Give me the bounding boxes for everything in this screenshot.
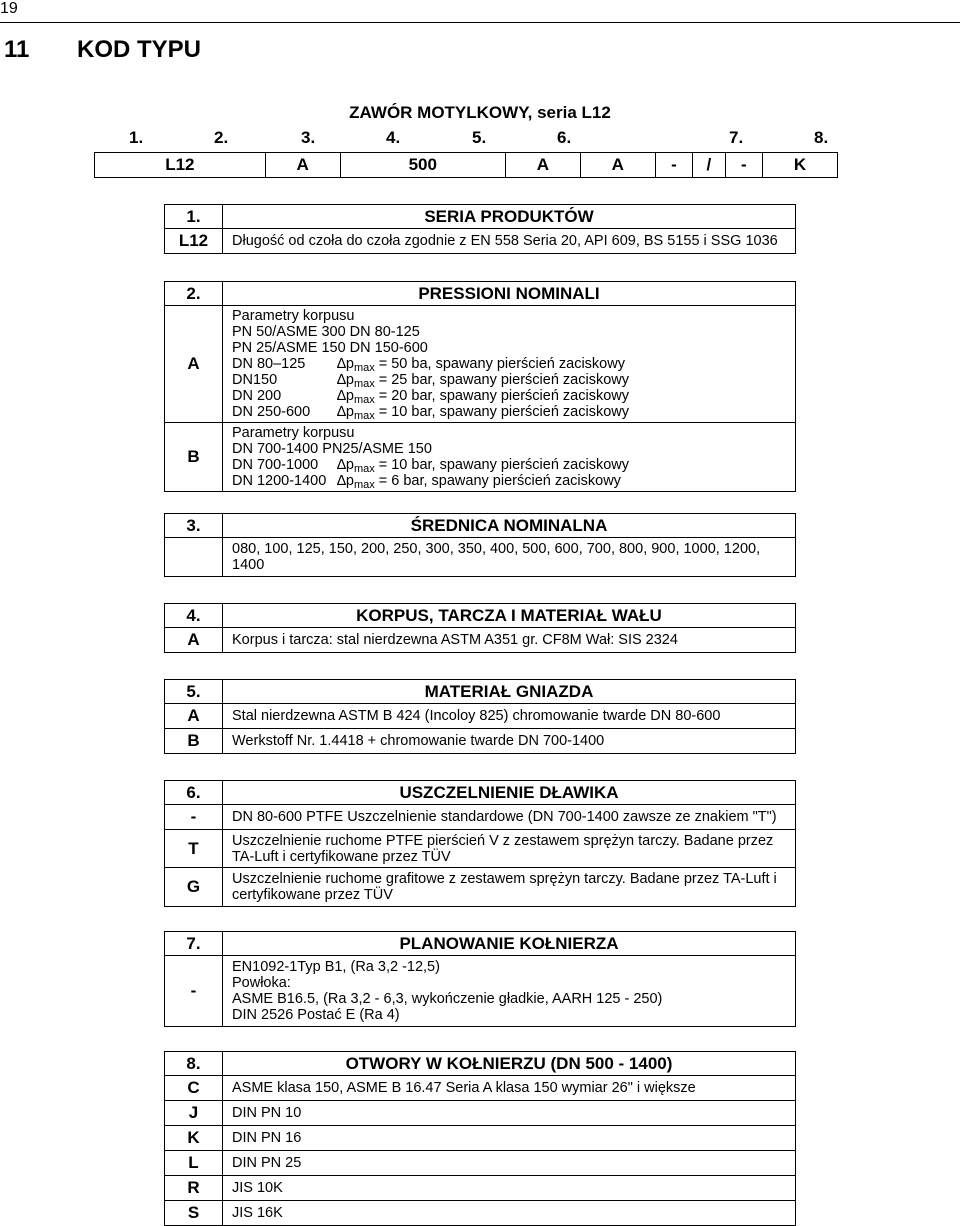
- option-text: [223, 538, 796, 577]
- document-subtitle: ZAWÓR MOTYLKOWY, seria L12: [349, 103, 611, 122]
- code-cell: A: [580, 153, 655, 178]
- pressure-row: [232, 356, 795, 372]
- option-key: A: [165, 628, 223, 653]
- option-key: S: [165, 1201, 223, 1226]
- dn-range: DN 250-600: [232, 404, 311, 420]
- max-subscript: max: [353, 394, 375, 406]
- option-text: [223, 306, 796, 423]
- text-line: TA-Luft i certyfikowane przez TÜV: [232, 848, 451, 865]
- option-text: Stal nierdzewna ASTM B 424 (Incoloy 825) chromowanie twarde DN 80-600: [223, 704, 796, 729]
- option-key: -: [165, 805, 223, 830]
- code-cell: -: [725, 153, 763, 178]
- code-cell: K: [763, 153, 838, 178]
- option-key: B: [165, 729, 223, 754]
- option-text: DIN PN 10: [223, 1101, 796, 1126]
- chapter-number: 11: [4, 36, 30, 63]
- position-label: 1.: [129, 128, 144, 147]
- option-text: Werkstoff Nr. 1.4418 + chromowanie twarde DN 700-1400: [223, 729, 796, 754]
- position-label: 5.: [472, 128, 487, 147]
- text-line: EN1092-1Typ B1, (Ra 3,2 -12,5): [232, 959, 440, 975]
- option-text: DIN PN 25: [223, 1151, 796, 1176]
- code-cell: /: [693, 153, 725, 178]
- section-3-table: [164, 513, 796, 577]
- section-number: 7.: [165, 932, 223, 956]
- section-title: KORPUS, TARCZA I MATERIAŁ WAŁU: [223, 604, 796, 628]
- option-text: ASME klasa 150, ASME B 16.47 Seria A klasa 150 wymiar 26" i większe: [223, 1076, 796, 1101]
- option-text: [223, 423, 796, 492]
- pressure-text: = 10 bar, spawany pierścień zaciskowy: [374, 457, 629, 473]
- section-7-table: [164, 931, 796, 1027]
- pressure-text: = 25 bar, spawany pierścień zaciskowy: [374, 372, 629, 388]
- section-title: ŚREDNICA NOMINALNA: [223, 514, 796, 538]
- pressure-value: [337, 473, 621, 489]
- text-line: Parametry korpusu: [232, 308, 355, 324]
- code-cell: -: [655, 153, 693, 178]
- position-label: 7.: [729, 128, 744, 147]
- section-title: SERIA PRODUKTÓW: [223, 205, 796, 229]
- pressure-value: [337, 404, 629, 420]
- header-rule: [0, 22, 960, 23]
- text-line: DIN 2526 Postać E (Ra 4): [232, 1007, 400, 1023]
- max-subscript: max: [353, 479, 375, 491]
- text-line: PN 50/ASME 300 DN 80-125: [232, 324, 420, 340]
- max-subscript: max: [353, 362, 375, 374]
- section-number: 4.: [165, 604, 223, 628]
- pressure-value: [337, 457, 629, 473]
- delta-p-symbol: ∆p: [337, 457, 354, 473]
- option-key: L12: [165, 229, 223, 254]
- position-label: 2.: [214, 128, 229, 147]
- option-key: B: [165, 423, 223, 492]
- position-label: 3.: [301, 128, 316, 147]
- pressure-row: [232, 388, 795, 404]
- option-text: DIN PN 16: [223, 1126, 796, 1151]
- code-cell: L12: [95, 153, 266, 178]
- option-key: G: [165, 868, 223, 907]
- text-line: Parametry korpusu: [232, 425, 355, 441]
- option-text: DN 80-600 PTFE Uszczelnienie standardowe (DN 700-1400 zawsze ze znakiem "T"): [223, 805, 796, 830]
- pressure-row: [232, 372, 795, 388]
- text-line: 080, 100, 125, 150, 200, 250, 300, 350, 400, 500, 600, 700, 800, 900, 1000, 1200,: [232, 541, 761, 557]
- pressure-row: [232, 473, 795, 489]
- text-line: 1400: [232, 557, 265, 573]
- code-cell: 500: [340, 153, 506, 178]
- option-key: L: [165, 1151, 223, 1176]
- option-text: Korpus i tarcza: stal nierdzewna ASTM A351 gr. CF8M Wał: SIS 2324: [223, 628, 796, 653]
- section-number: 8.: [165, 1052, 223, 1076]
- delta-p-symbol: ∆p: [337, 388, 354, 404]
- pressure-text: = 10 bar, spawany pierścień zaciskowy: [374, 404, 629, 420]
- pressure-value: [337, 372, 629, 388]
- position-label: 6.: [557, 128, 572, 147]
- dn-range: DN 80–125: [232, 356, 306, 372]
- option-key: [165, 538, 223, 577]
- delta-p-symbol: ∆p: [337, 372, 354, 388]
- option-key: K: [165, 1126, 223, 1151]
- option-key: J: [165, 1101, 223, 1126]
- option-text: JIS 16K: [223, 1201, 796, 1226]
- text-line: ASME B16.5, (Ra 3,2 - 6,3, wykończenie gładkie, AARH 125 - 250): [232, 991, 663, 1007]
- text-line: PN 25/ASME 150 DN 150-600: [232, 340, 428, 356]
- option-text: [223, 830, 796, 868]
- text-line: Uszczelnienie ruchome grafitowe z zestawem sprężyn tarczy. Badane przez TA-Luft i: [232, 871, 777, 887]
- chapter-title: KOD TYPU: [77, 36, 202, 63]
- option-text: JIS 10K: [223, 1176, 796, 1201]
- max-subscript: max: [353, 378, 375, 390]
- text-line: Uszczelnienie ruchome PTFE pierścień V z zestawem sprężyn tarczy. Badane przez: [232, 832, 774, 849]
- option-text: [223, 868, 796, 907]
- section-number: 5.: [165, 680, 223, 704]
- section-title: PRESSIONI NOMINALI: [223, 282, 796, 306]
- text-line: Powłoka:: [232, 975, 291, 991]
- section-number: 1.: [165, 205, 223, 229]
- delta-p-symbol: ∆p: [337, 404, 354, 420]
- position-label: 4.: [386, 128, 401, 147]
- pressure-row: [232, 457, 795, 473]
- pressure-text: = 20 bar, spawany pierścień zaciskowy: [374, 388, 629, 404]
- pressure-text: = 6 bar, spawany pierścień zaciskowy: [374, 473, 621, 489]
- option-text: [223, 956, 796, 1027]
- delta-p-symbol: ∆p: [337, 356, 354, 372]
- section-6-table: [164, 780, 796, 907]
- section-5-table: [164, 679, 796, 754]
- option-key: A: [165, 306, 223, 423]
- pressure-row: [232, 404, 795, 420]
- section-1-table: [164, 204, 796, 254]
- section-number: 6.: [165, 781, 223, 805]
- type-code-table: [94, 152, 838, 178]
- option-key: -: [165, 956, 223, 1027]
- section-number: 2.: [165, 282, 223, 306]
- dn-range: DN 200: [232, 388, 282, 404]
- code-cell: A: [265, 153, 340, 178]
- section-4-table: [164, 603, 796, 653]
- delta-p-symbol: ∆p: [337, 473, 354, 489]
- text-line: certyfikowane przez TÜV: [232, 887, 393, 903]
- section-title: MATERIAŁ GNIAZDA: [223, 680, 796, 704]
- option-text: Długość od czoła do czoła zgodnie z EN 558 Seria 20, API 609, BS 5155 i SSG 1036: [223, 229, 796, 254]
- pressure-value: [337, 356, 625, 372]
- page-number: 19: [0, 0, 18, 17]
- section-title: PLANOWANIE KOŁNIERZA: [223, 932, 796, 956]
- section-title: OTWORY W KOŁNIERZU (DN 500 - 1400): [223, 1052, 796, 1076]
- section-number: 3.: [165, 514, 223, 538]
- max-subscript: max: [353, 463, 375, 475]
- dn-range: DN 1200-1400: [232, 473, 327, 489]
- section-title: USZCZELNIENIE DŁAWIKA: [223, 781, 796, 805]
- option-key: R: [165, 1176, 223, 1201]
- pressure-text: = 50 ba, spawany pierścień zaciskowy: [374, 356, 625, 372]
- dn-range: DN150: [232, 372, 278, 388]
- code-cell: A: [506, 153, 581, 178]
- section-2-table: [164, 281, 796, 492]
- section-8-table: [164, 1051, 796, 1226]
- option-key: T: [165, 830, 223, 868]
- text-line: DN 700-1400 PN25/ASME 150: [232, 441, 432, 457]
- dn-range: DN 700-1000: [232, 457, 319, 473]
- option-key: A: [165, 704, 223, 729]
- pressure-value: [337, 388, 629, 404]
- max-subscript: max: [353, 410, 375, 422]
- position-label: 8.: [814, 128, 829, 147]
- option-key: C: [165, 1076, 223, 1101]
